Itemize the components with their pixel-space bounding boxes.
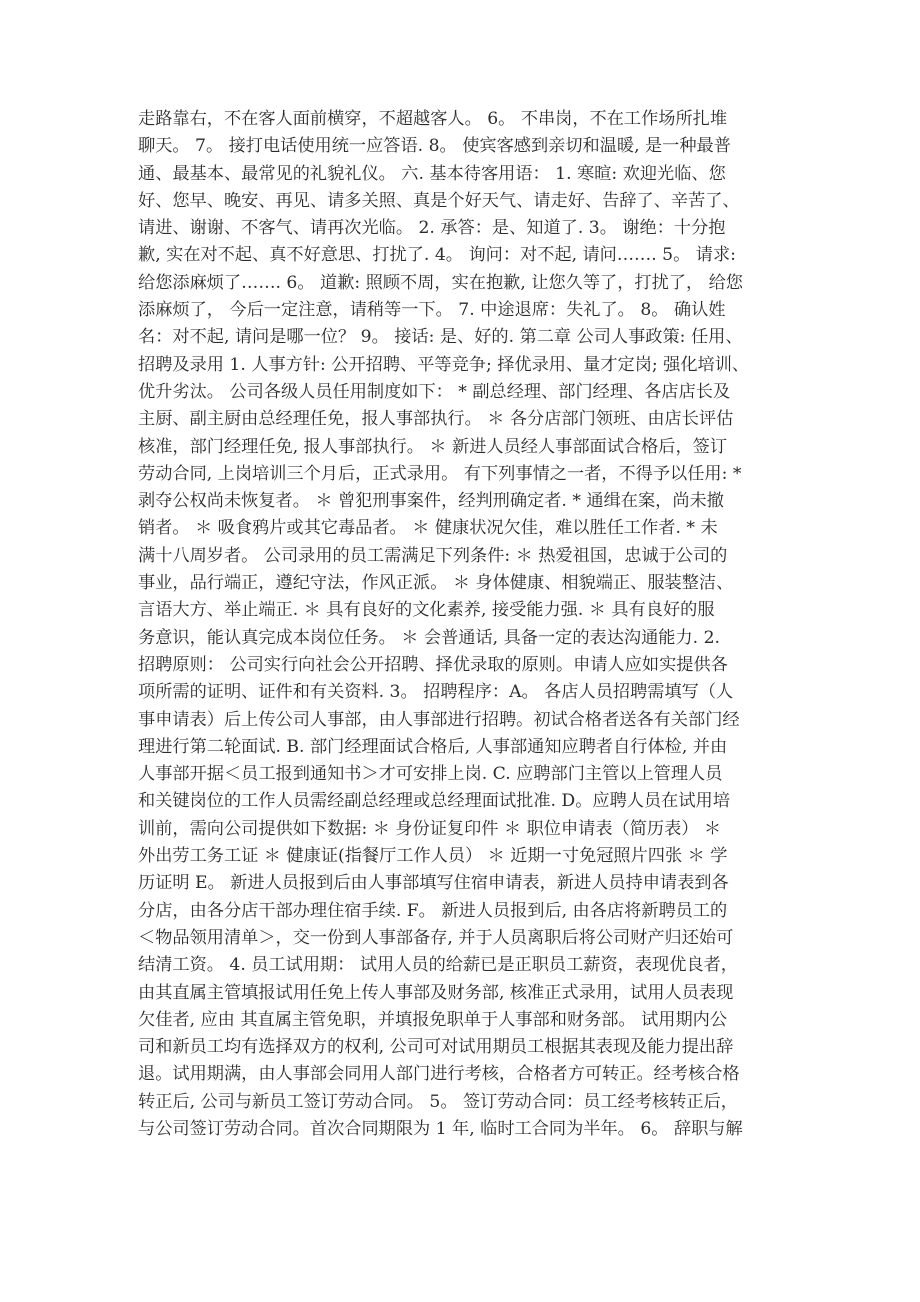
text-line: 主厨、副主厨由总经理任免，报人事部执行。 ＊ 各分店部门领班、由店长评估 [138,409,734,430]
text-line: 添麻烦了， 今后一定注意，请稍等一下。 7. 中途退席：失礼了。 8。 确认姓 [138,300,726,321]
text-line: 剥夺公权尚未恢复者。 ＊ 曾犯刑事案件，经判刑确定者. * 通缉在案，尚未撤 [138,491,724,512]
text-line: 歉, 实在对不起、真不好意思、打扰了. 4。 询问：对不起, 请问……. 5。 请求: [138,245,736,266]
document-page [138,106,798,1143]
text-line: 劳动合同, 上岗培训三个月后，正式录用。 有下列事情之一者，不得予以任用: * [138,463,742,484]
text-line: 理进行第二轮面试. B. 部门经理面试合格后, 人事部通知应聘者自行体检, 并由 [138,736,728,757]
text-line: 招聘及录用 1. 人事方针: 公开招聘、平等竞争; 择优录用、量才定岗; 强化培训、 [138,354,750,375]
text-line: 与公司签订劳动合同。首次合同期限为 1 年, 临时工合同为半年。 6。 辞职与解 [138,1118,743,1139]
document-body [138,106,798,1143]
text-line: ＜物品领用清单＞，交一份到人事部备存, 并于人员离职后将公司财产归还始可 [138,927,734,948]
text-line: 历证明 E。 新进人员报到后由人事部填写住宿申请表，新进人员持申请表到各 [138,873,729,894]
text-line: 事申请表）后上传公司人事部，由人事部进行招聘。初试合格者送各有关部门经 [138,709,740,730]
text-line: 请进、谢谢、不客气、请再次光临。 2. 承答：是、知道了. 3。 谢绝：十分抱 [138,218,726,239]
text-line: 务意识，能认真完成本岗位任务。 ＊ 会普通话, 具备一定的表达沟通能力. 2. [138,627,720,648]
text-line: 司和新员工均有选择双方的权利, 公司可对试用期员工根据其表现及能力提出辞 [138,1037,734,1058]
text-line: 走路靠右，不在客人面前横穿，不超越客人。 6。 不串岗，不在工作场所扎堆 [138,109,728,129]
text-line: 转正后, 公司与新员工签订劳动合同。 5。 签订劳动合同：员工经考核转正后， [138,1091,738,1112]
text-line: 好、您早、晚安、再见、请多关照、真是个好天气、请走好、告辞了、辛苦了、 [138,190,740,211]
text-line: 欠佳者, 应由 其直属主管免职，并填报免职单于人事部和财务部。 试用期内公 [138,1009,728,1030]
text-line: 核准，部门经理任免, 报人事部执行。 ＊ 新进人员经人事部面试合格后，签订 [138,436,728,457]
text-line: 招聘原则： 公司实行向社会公开招聘、择优录取的原则。申请人应如实提供各 [138,654,728,675]
text-line: 和关键岗位的工作人员需经副总经理或总经理面试批准. D。应聘人员在试用培 [138,791,730,812]
text-line: 结清工资。 4. 员工试用期： 试用人员的给薪已是正职员工薪资，表现优良者， [138,955,738,976]
text-line: 优升劣汰。 公司各级人员任用制度如下： * 副总经理、部门经理、各店店长及 [138,381,731,402]
text-line: 事业，品行端正，遵纪守法，作风正派。 ＊ 身体健康、相貌端正、服装整洁、 [138,573,734,594]
text-line: 由其直属主管填报试用任免上传人事部及财务部, 核准正式录用，试用人员表现 [138,982,734,1003]
text-line: 训前，需向公司提供如下数据: ＊ 身份证复印件 ＊ 职位申请表（简历表） ＊ [138,818,722,839]
text-line: 分店，由各分店干部办理住宿手续. F。 新进人员报到后, 由各店将新聘员工的 [138,900,728,921]
text-line: 满十八周岁者。 公司录用的员工需满足下列条件: ＊ 热爱祖国，忠诚于公司的 [138,545,728,566]
text-line: 聊天。 7。 接打电话使用统一应答语. 8。 使宾客感到亲切和温暖, 是一种最普 [138,136,731,157]
text-line: 外出劳工务工证 ＊ 健康证(指餐厅工作人员） ＊ 近期一寸免冠照片四张 ＊ 学 [138,846,728,867]
text-line: 名：对不起, 请问是哪一位？ 9。 接话: 是、好的. 第二章 公司人事政策: 任用、 [138,327,743,348]
text-line: 言语大方、举止端正. ＊ 具有良好的文化素养, 接受能力强. ＊ 具有良好的服 [138,600,715,621]
text-line: 给您添麻烦了……. 6。 道歉: 照顾不周，实在抱歉, 让您久等了，打扰了， 给您 [138,272,743,293]
text-line: 销者。 ＊ 吸食鸦片或其它毒品者。 ＊ 健康状况欠佳，难以胜任工作者. * 未 [138,518,718,539]
text-line: 人事部开据＜员工报到通知书＞才可安排上岗. C. 应聘部门主管以上管理人员 [138,764,723,785]
text-line: 项所需的证明、证件和有关资料. 3。 招聘程序：A。 各店人员招聘需填写（人 [138,682,734,703]
text-line: 退。试用期满，由人事部会同用人部门进行考核，合格者方可转正。经考核合格 [138,1064,740,1085]
text-line: 通、最基本、最常见的礼貌礼仪。 六. 基本待客用语： 1. 寒暄: 欢迎光临、您 [138,163,726,184]
